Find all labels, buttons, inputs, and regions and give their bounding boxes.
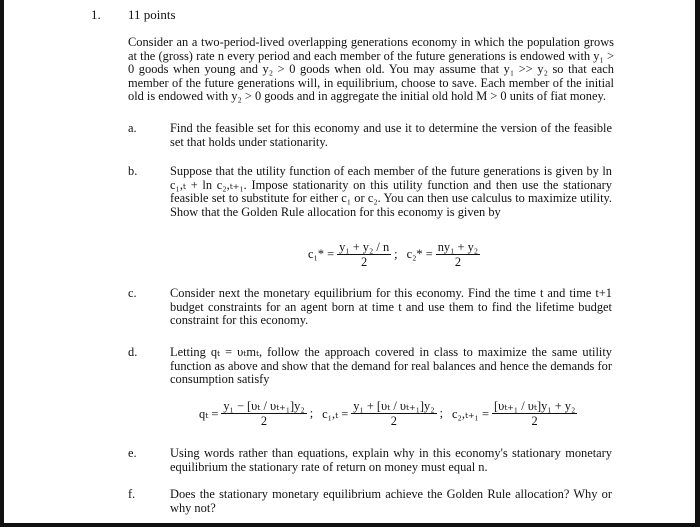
right-border: [695, 0, 700, 527]
left-border: [0, 0, 4, 527]
c1t-fraction: [351, 399, 436, 428]
c1t-denominator: 2: [390, 414, 397, 428]
c1t-lhs: c₁,ₜ =: [322, 406, 349, 421]
part-text: Find the feasible set for this economy and use it to determine the version of the feasible set that holds under stationarity.: [170, 121, 612, 149]
part-label: f.: [128, 487, 136, 501]
c2t-lhs: c₂,ₜ₊₁ =: [452, 406, 489, 421]
part-label: b.: [128, 164, 138, 178]
monetary-equation: [199, 399, 577, 428]
c1-star-numerator: y₁ + y₂ / n: [339, 240, 390, 254]
c2t-fraction: [492, 399, 577, 428]
part-text: Consider next the monetary equilibrium for this economy. Find the time t and time t+1 budget constraints for an agent born at time t and use them to find the lifetime budget constraint for this economy.: [170, 286, 612, 328]
part-text: Letting qₜ = υₜmₜ, follow the approach covered in class to maximize the same utility function as above and show that the demand for real balances and hence the demands for consumption satisfy: [170, 345, 612, 387]
c2t-numerator: [υₜ₊₁ / υₜ]y₁ + y₂: [493, 399, 576, 413]
equation-separator: ;: [394, 247, 398, 261]
c2-star-denominator: 2: [454, 255, 462, 269]
q-fraction: [221, 399, 306, 428]
part-label: e.: [128, 446, 137, 460]
question-intro: [128, 36, 614, 104]
q-lhs: qₜ =: [199, 406, 219, 421]
q-numerator: y₁ − [υₜ / υₜ₊₁]y₂: [223, 399, 305, 413]
c2-star-fraction: [436, 240, 480, 269]
c2t-denominator: 2: [531, 414, 538, 428]
bottom-border: [0, 523, 700, 527]
part-label: d.: [128, 345, 138, 359]
golden-rule-equation: [308, 240, 480, 269]
part-text: Suppose that the utility function of each member of the future generations is given by ln c₁,ₜ + ln c₂,ₜ₊₁. Impose stationarity on this utility function and then use the stationary feasible set to substitute for either c₁ or c₂. You can then use calculus to maximize utility. Show that the Golden Rule allocation for this economy is given by: [170, 164, 612, 219]
intro-text: Consider an a two-period-lived overlapping generations economy in which the population grows at the (gross) rate n every period and each member of the future generations is endowed with y₁ > 0 goods when young and y₂ > 0 goods when old. You may assume that y₁ >> y₂ so that each member of the future generations will, in equilibrium, choose to save. Each member of the initial old is endowed with y₂ > 0 goods and in aggregate the initial old hold M > 0 units of fiat money.: [128, 35, 614, 104]
c1-star-lhs: c₁* =: [308, 247, 335, 261]
c1-star-fraction: [337, 240, 391, 269]
part-text: Does the stationary monetary equilibrium achieve the Golden Rule allocation? Why or why not?: [170, 487, 612, 515]
c2-star-lhs: c₂* =: [406, 247, 433, 261]
question-points: 11 points: [128, 7, 176, 22]
q-denominator: 2: [260, 414, 268, 428]
c1-star-denominator: 2: [361, 255, 368, 269]
part-label: a.: [128, 121, 137, 135]
equation-separator: ;: [309, 406, 314, 420]
part-text: Using words rather than equations, explain why in this economy's stationary monetary equilibrium the stationary rate of return on money must equal n.: [170, 446, 612, 474]
c1t-numerator: y₁ + [υₜ / υₜ₊₁]y₂: [353, 399, 435, 413]
part-label: c.: [128, 286, 137, 300]
question-number: 1.: [91, 7, 101, 22]
c2-star-numerator: ny₁ + y₂: [437, 240, 479, 254]
equation-separator: ;: [439, 406, 444, 420]
